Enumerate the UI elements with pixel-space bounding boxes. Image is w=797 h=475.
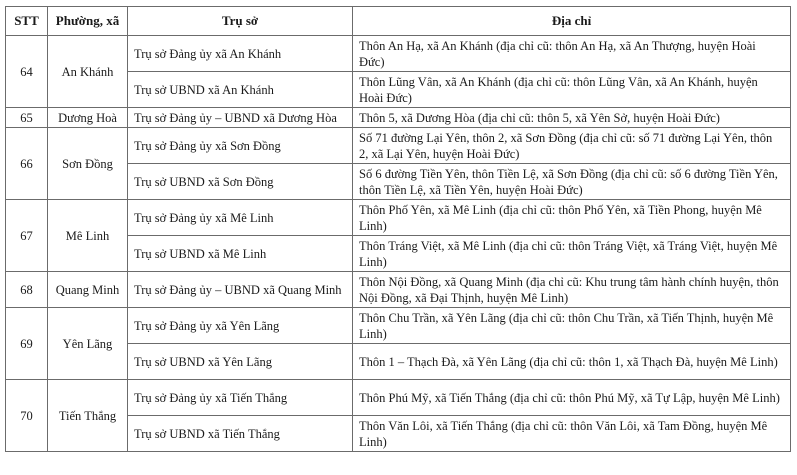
address-cell: Thôn Phố Yên, xã Mê Linh (địa chỉ cũ: thôn Phố Yên, xã Tiền Phong, huyện Mê Linh) [353, 200, 791, 236]
stt-cell: 68 [6, 272, 48, 308]
office-cell: Trụ sở UBND xã Sơn Đồng [128, 164, 353, 200]
table-row [6, 200, 791, 236]
table-row [6, 36, 791, 72]
document-page [5, 6, 791, 452]
table-row [6, 128, 791, 164]
address-cell: Thôn An Hạ, xã An Khánh (địa chỉ cũ: thôn An Hạ, xã An Thượng, huyện Hoài Đức) [353, 36, 791, 72]
office-cell: Trụ sở Đảng ủy – UBND xã Dương Hòa [128, 108, 353, 128]
table-row [6, 380, 791, 416]
ward-cell: Mê Linh [48, 200, 128, 272]
office-cell: Trụ sở Đảng ủy xã Mê Linh [128, 200, 353, 236]
table-header-row [6, 7, 791, 36]
ward-cell: Dương Hoà [48, 108, 128, 128]
header-stt: STT [6, 7, 48, 36]
office-cell: Trụ sở UBND xã Mê Linh [128, 236, 353, 272]
stt-cell: 67 [6, 200, 48, 272]
office-cell: Trụ sở UBND xã Tiến Thắng [128, 416, 353, 452]
address-cell: Thôn 1 – Thạch Đà, xã Yên Lãng (địa chỉ cũ: thôn 1, xã Thạch Đà, huyện Mê Linh) [353, 344, 791, 380]
ward-cell: Sơn Đồng [48, 128, 128, 200]
office-cell: Trụ sở Đảng ủy xã Sơn Đồng [128, 128, 353, 164]
office-cell: Trụ sở UBND xã An Khánh [128, 72, 353, 108]
address-cell: Số 6 đường Tiền Yên, thôn Tiền Lệ, xã Sơn Đồng (địa chỉ cũ: số 6 đường Tiền Yên, thôn Tiền Lệ, xã Tiền Yên, huyện Hoài Đức) [353, 164, 791, 200]
address-cell: Thôn Nội Đồng, xã Quang Minh (địa chỉ cũ: Khu trung tâm hành chính huyện, thôn Nội Đồng, xã Đại Thịnh, huyện Mê Linh) [353, 272, 791, 308]
stt-cell: 69 [6, 308, 48, 380]
office-cell: Trụ sở Đảng ủy xã An Khánh [128, 36, 353, 72]
address-cell: Thôn Lũng Vân, xã An Khánh (địa chỉ cũ: thôn Lũng Vân, xã An Khánh, huyện Hoài Đức) [353, 72, 791, 108]
ward-cell: Yên Lãng [48, 308, 128, 380]
table-row [6, 108, 791, 128]
table-row [6, 272, 791, 308]
office-cell: Trụ sở UBND xã Yên Lãng [128, 344, 353, 380]
office-cell: Trụ sở Đảng ủy – UBND xã Quang Minh [128, 272, 353, 308]
address-cell: Thôn Phú Mỹ, xã Tiến Thắng (địa chỉ cũ: thôn Phú Mỹ, xã Tự Lập, huyện Mê Linh) [353, 380, 791, 416]
header-office: Trụ sở [128, 7, 353, 36]
address-cell: Thôn 5, xã Dương Hòa (địa chỉ cũ: thôn 5, xã Yên Sở, huyện Hoài Đức) [353, 108, 791, 128]
address-cell: Thôn Văn Lôi, xã Tiến Thắng (địa chỉ cũ: thôn Văn Lôi, xã Tam Đồng, huyện Mê Linh) [353, 416, 791, 452]
header-ward: Phường, xã [48, 7, 128, 36]
office-address-table [5, 6, 791, 452]
ward-cell: Quang Minh [48, 272, 128, 308]
office-cell: Trụ sở Đảng ủy xã Yên Lãng [128, 308, 353, 344]
address-cell: Thôn Chu Trần, xã Yên Lãng (địa chỉ cũ: thôn Chu Trần, xã Tiến Thịnh, huyện Mê Linh) [353, 308, 791, 344]
ward-cell: An Khánh [48, 36, 128, 108]
address-cell: Số 71 đường Lại Yên, thôn 2, xã Sơn Đồng (địa chỉ cũ: số 71 đường Lại Yên, thôn 2, xã Lại Yên, huyện Hoài Đức) [353, 128, 791, 164]
stt-cell: 66 [6, 128, 48, 200]
office-cell: Trụ sở Đảng ủy xã Tiến Thắng [128, 380, 353, 416]
address-cell: Thôn Tráng Việt, xã Mê Linh (địa chỉ cũ: thôn Tráng Việt, xã Tráng Việt, huyện Mê Linh) [353, 236, 791, 272]
table-row [6, 308, 791, 344]
stt-cell: 70 [6, 380, 48, 452]
stt-cell: 64 [6, 36, 48, 108]
ward-cell: Tiến Thắng [48, 380, 128, 452]
header-address: Địa chỉ [353, 7, 791, 36]
stt-cell: 65 [6, 108, 48, 128]
